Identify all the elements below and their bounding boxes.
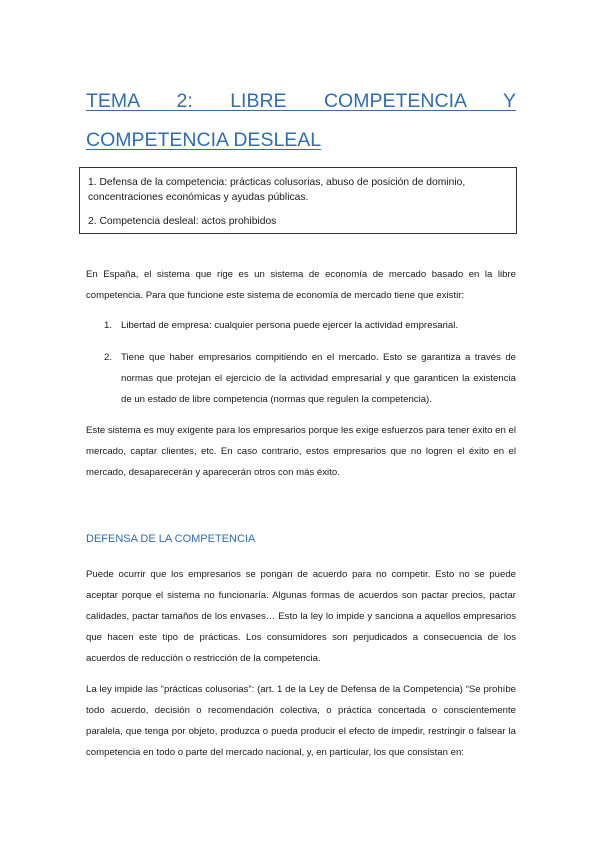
section-heading: DEFENSA DE LA COMPETENCIA (86, 533, 256, 545)
list-item (86, 315, 516, 336)
system-paragraph: Este sistema es muy exigente para los empresarios porque les exige esfuerzos para tener éxito en el mercado, captar clientes, etc. En caso contrario, estos empresarios que no logren el éxito en el mercado, desaparecerán y aparecerán otros con más éxito. (86, 425, 516, 478)
intro-paragraph: En España, el sistema que rige es un sistema de economía de mercado basado en la libre competencia. Para que funcione este sistema de economía de mercado tiene que existir: (86, 269, 516, 301)
toc-item-1: 1. Defensa de la competencia: prácticas colusorias, abuso de posición de dominio, concentraciones económicas y ayudas públicas. (88, 177, 466, 203)
table-of-contents-box (79, 167, 517, 234)
page-title: TEMA 2: LIBRE COMPETENCIA Y COMPETENCIA DESLEAL (86, 90, 516, 151)
list-item-text: Tiene que haber empresarios compitiendo en el mercado. Esto se garantiza a través de normas que protejan el ejercicio de la actividad empresarial y que garanticen la existencia de un estado de libre competencia (normas que regulen la competencia). (121, 352, 516, 405)
list-item-text: Libertad de empresa: cualquier persona puede ejercer la actividad empresarial. (121, 320, 459, 331)
list-item-number: 2. (104, 352, 113, 363)
toc-item-2: 2. Competencia desleal: actos prohibidos (88, 216, 277, 227)
law-paragraph: La ley impide las “prácticas colusorias”: (art. 1 de la Ley de Defensa de la Competencia) “Se prohíbe todo acuerdo, decisión o recomendación colectiva, o práctica concertada o conscientemente paralela, que tenga por objeto, produzca o pueda producir el efecto de impedir, restringir o falsear la competencia en todo o parte del mercado nacional, y, en particular, los que consistan en: (86, 684, 516, 758)
agreement-paragraph: Puede ocurrir que los empresarios se pongan de acuerdo para no competir. Esto no se puede aceptar porque el sistema no funcionaría. Algunas formas de acuerdos son pactar precios, pactar calidades, pactar tamaños de los envases… Esto la ley lo impide y sanciona a aquellos empresarios que hacen este tipo de prácticas. Los consumidores son perjudicados a consecuencia de los acuerdos de reducción o restricción de la competencia. (86, 569, 516, 664)
list-item (86, 347, 516, 410)
list-item-number: 1. (104, 320, 113, 331)
